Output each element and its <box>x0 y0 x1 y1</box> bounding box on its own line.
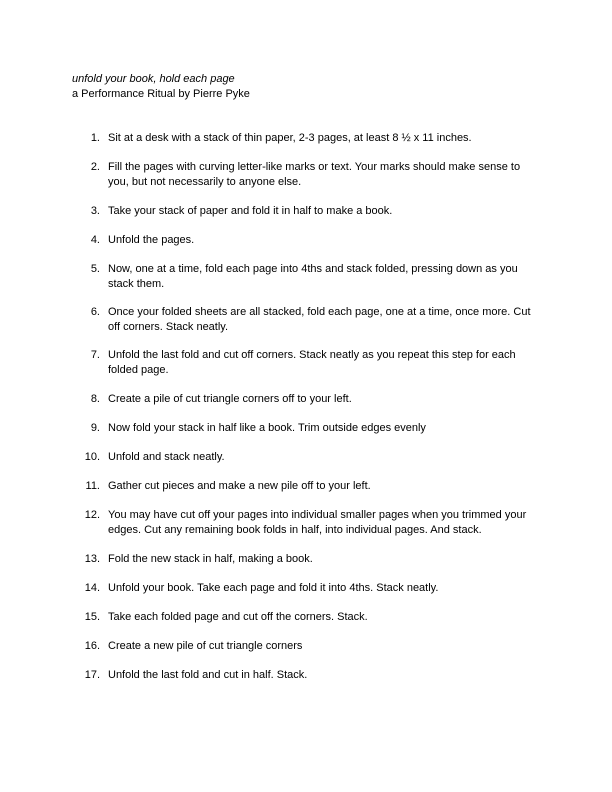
step-text: Now, one at a time, fold each page into 4ths and stack folded, pressing down as you stack them. <box>108 263 518 290</box>
step-text: Unfold the pages. <box>108 234 195 246</box>
step-number: 1. <box>90 132 100 144</box>
step-number: 6. <box>90 306 100 318</box>
step-text: Now fold your stack in half like a book. Trim outside edges evenly <box>108 422 426 434</box>
step-number: 7. <box>90 349 100 361</box>
step-text: Create a new pile of cut triangle corners <box>108 640 303 652</box>
step-text: Take your stack of paper and fold it in half to make a book. <box>108 205 393 217</box>
step-number: 15. <box>84 611 100 623</box>
step-text: Create a pile of cut triangle corners off to your left. <box>108 393 352 405</box>
step-text: Unfold the last fold and cut off corners. Stack neatly as you repeat this step for each folded page. <box>108 349 516 376</box>
step-number: 10. <box>84 451 100 463</box>
step-text: Unfold your book. Take each page and fold it into 4ths. Stack neatly. <box>108 582 439 594</box>
step-text: Sit at a desk with a stack of thin paper, 2-3 pages, at least 8 ½ x 11 inches. <box>108 132 472 144</box>
step-text: Fill the pages with curving letter-like marks or text. Your marks should make sense to you, but not necessarily to anyone else. <box>108 161 521 188</box>
step-text: Unfold and stack neatly. <box>108 451 225 463</box>
document-subtitle: a Performance Ritual by Pierre Pyke <box>72 88 250 100</box>
step-text: Take each folded page and cut off the corners. Stack. <box>108 611 368 623</box>
step-text: Once your folded sheets are all stacked, fold each page, one at a time, once more. Cut off corners. Stack neatly. <box>108 306 531 333</box>
step-number: 17. <box>84 669 100 681</box>
step-number: 14. <box>84 582 100 594</box>
step-text: Fold the new stack in half, making a book. <box>108 553 313 565</box>
step-number: 16. <box>84 640 100 652</box>
step-text: Unfold the last fold and cut in half. Stack. <box>108 669 308 681</box>
step-text: Gather cut pieces and make a new pile off to your left. <box>108 480 371 492</box>
step-number: 3. <box>90 205 100 217</box>
step-number: 12. <box>84 509 100 521</box>
step-number: 9. <box>90 422 100 434</box>
step-text: You may have cut off your pages into individual smaller pages when you trimmed your edges. Cut any remaining book folds in half, into individual pages. And stack. <box>108 509 527 536</box>
step-number: 11. <box>85 480 100 492</box>
step-number: 2. <box>90 161 100 173</box>
document-title: unfold your book, hold each page <box>72 73 235 85</box>
step-number: 13. <box>84 553 100 565</box>
step-number: 5. <box>90 263 100 275</box>
step-number: 4. <box>90 234 100 246</box>
step-number: 8. <box>90 393 100 405</box>
